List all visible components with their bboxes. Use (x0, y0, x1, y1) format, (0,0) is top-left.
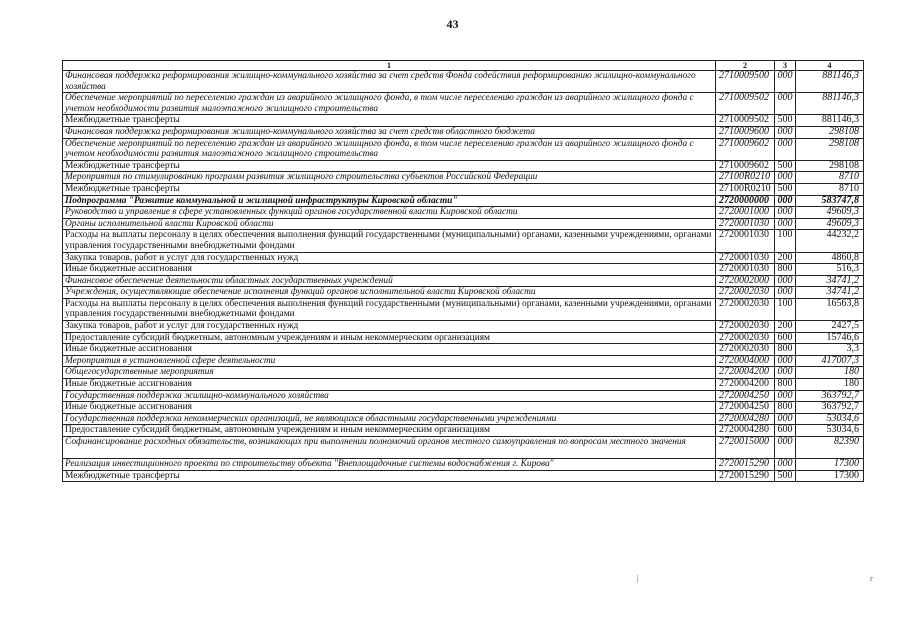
row-vr-cell: 500 (775, 183, 796, 195)
row-name-cell: Межбюджетные трансферты (63, 470, 716, 482)
row-sum-cell: 516,3 (796, 264, 864, 276)
row-code-cell: 2720015290 (716, 459, 775, 471)
row-name-cell: Мероприятия в установленной сфере деятельности (63, 355, 716, 367)
row-sum-cell: 34741,2 (796, 287, 864, 299)
row-name-cell: Подпрограмма "Развитие коммунальной и жилищной инфраструктуры Кировской области" (63, 195, 716, 207)
row-code-cell: 2720001030 (716, 230, 775, 252)
row-vr-cell: 000 (775, 390, 796, 402)
row-vr-cell: 600 (775, 425, 796, 437)
row-name-cell: Общегосударственные мероприятия (63, 367, 716, 379)
row-vr-cell: 500 (775, 115, 796, 127)
row-sum-cell: 363792,7 (796, 402, 864, 414)
row-name-cell: Предоставление субсидий бюджетным, автономным учреждениям и иным некоммерческим организациям (63, 425, 716, 437)
row-sum-cell: 363792,7 (796, 390, 864, 402)
row-vr-cell: 000 (775, 355, 796, 367)
row-code-cell: 2720004200 (716, 367, 775, 379)
row-sum-cell: 82390 (796, 437, 864, 459)
row-sum-cell: 8710 (796, 183, 864, 195)
row-vr-cell: 000 (775, 172, 796, 184)
column-header-vr: 3 (775, 61, 796, 71)
row-sum-cell: 881146,3 (796, 71, 864, 93)
row-vr-cell: 000 (775, 138, 796, 160)
row-sum-cell: 15746,6 (796, 332, 864, 344)
row-name-cell: Софинансирование расходных обязательств, возникающих при выполнении полномочий органов местного самоуправления по вопросам местного значения (63, 437, 716, 459)
row-code-cell: 2720000000 (716, 195, 775, 207)
row-name-cell: Руководство и управление в сфере установленных функций органов государственной власти Кировской области (63, 207, 716, 219)
row-sum-cell: 17300 (796, 470, 864, 482)
table-row (63, 437, 864, 459)
scan-mark: | (637, 574, 639, 583)
row-code-cell: 2710009602 (716, 160, 775, 172)
table-row (63, 344, 864, 356)
row-vr-cell: 800 (775, 402, 796, 414)
scan-mark: г (870, 574, 874, 583)
row-name-cell: Предоставление субсидий бюджетным, автономным учреждениям и иным некоммерческим организациям (63, 332, 716, 344)
table-row (63, 367, 864, 379)
column-header-sum: 4 (796, 61, 864, 71)
row-code-cell: 2710009602 (716, 138, 775, 160)
row-name-cell: Обеспечение мероприятий по переселению граждан из аварийного жилищного фонда, в том числе переселению граждан из аварийного жилищного фонда с учетом необходимости развития малоэтажного жилищного строительства (63, 138, 716, 160)
row-name-cell: Учреждения, осуществляющие обеспечение исполнения функций органов исполнительной власти Кировской области (63, 287, 716, 299)
row-code-cell: 2720002030 (716, 298, 775, 320)
table-row (63, 230, 864, 252)
table-row (63, 126, 864, 138)
row-name-cell: Иные бюджетные ассигнования (63, 402, 716, 414)
row-sum-cell: 881146,3 (796, 93, 864, 115)
table-row (63, 195, 864, 207)
row-vr-cell: 500 (775, 470, 796, 482)
row-code-cell: 2720002000 (716, 275, 775, 287)
row-name-cell: Межбюджетные трансферты (63, 183, 716, 195)
row-vr-cell: 000 (775, 413, 796, 425)
table-row (63, 413, 864, 425)
table-row (63, 160, 864, 172)
table-row (63, 355, 864, 367)
row-code-cell: 2710009500 (716, 71, 775, 93)
table-row (63, 287, 864, 299)
row-vr-cell: 200 (775, 321, 796, 333)
row-code-cell: 2710009600 (716, 126, 775, 138)
row-sum-cell: 3,3 (796, 344, 864, 356)
row-code-cell: 2720015290 (716, 470, 775, 482)
row-name-cell: Расходы на выплаты персоналу в целях обеспечения выполнения функций государственными (муниципальными) органами, казенными учреждениями, органами управления государственными внебюджетными фондами (63, 298, 716, 320)
row-code-cell: 2720004250 (716, 390, 775, 402)
row-vr-cell: 000 (775, 71, 796, 93)
table-row (63, 379, 864, 391)
row-vr-cell: 000 (775, 195, 796, 207)
row-vr-cell: 000 (775, 287, 796, 299)
row-name-cell: Финансовое обеспечение деятельности областных государственных учреждений (63, 275, 716, 287)
table-row (63, 252, 864, 264)
column-header-row (63, 61, 864, 71)
row-vr-cell: 100 (775, 230, 796, 252)
row-code-cell: 2720001030 (716, 252, 775, 264)
row-name-cell: Органы исполнительной власти Кировской области (63, 218, 716, 230)
row-name-cell: Государственная поддержка некоммерческих организаций, не являющихся областными государственными учреждениями (63, 413, 716, 425)
row-name-cell: Мероприятия по стимулированию программ развития жилищного строительства субъектов Российской Федерации (63, 172, 716, 184)
row-code-cell: 27100R0210 (716, 172, 775, 184)
row-name-cell: Иные бюджетные ассигнования (63, 379, 716, 391)
row-name-cell: Государственная поддержка жилищно-коммунального хозяйства (63, 390, 716, 402)
table-row (63, 115, 864, 127)
row-sum-cell: 17300 (796, 459, 864, 471)
table-row (63, 218, 864, 230)
row-code-cell: 2720002030 (716, 332, 775, 344)
row-sum-cell: 881146,3 (796, 115, 864, 127)
row-vr-cell: 000 (775, 367, 796, 379)
row-sum-cell: 298108 (796, 138, 864, 160)
row-code-cell: 2720001030 (716, 264, 775, 276)
table-row (63, 390, 864, 402)
row-vr-cell: 000 (775, 218, 796, 230)
row-code-cell: 2720015000 (716, 437, 775, 459)
row-code-cell: 2720004200 (716, 379, 775, 391)
row-sum-cell: 44232,2 (796, 230, 864, 252)
budget-table (62, 60, 864, 482)
table-row (63, 332, 864, 344)
table-row (63, 459, 864, 471)
row-sum-cell: 53034,6 (796, 413, 864, 425)
row-vr-cell: 100 (775, 298, 796, 320)
row-sum-cell: 53034,6 (796, 425, 864, 437)
table-row (63, 402, 864, 414)
row-code-cell: 2720004280 (716, 425, 775, 437)
row-vr-cell: 000 (775, 459, 796, 471)
row-sum-cell: 8710 (796, 172, 864, 184)
row-sum-cell: 298108 (796, 126, 864, 138)
table-row (63, 275, 864, 287)
row-vr-cell: 000 (775, 93, 796, 115)
row-sum-cell: 180 (796, 379, 864, 391)
table-row (63, 138, 864, 160)
row-sum-cell: 34741,2 (796, 275, 864, 287)
row-sum-cell: 4860,8 (796, 252, 864, 264)
row-name-cell: Закупка товаров, работ и услуг для государственных нужд (63, 252, 716, 264)
row-vr-cell: 000 (775, 126, 796, 138)
row-code-cell: 2720002030 (716, 344, 775, 356)
row-name-cell: Иные бюджетные ассигнования (63, 344, 716, 356)
row-code-cell: 2720004000 (716, 355, 775, 367)
table-row (63, 71, 864, 93)
row-vr-cell: 500 (775, 160, 796, 172)
row-vr-cell: 000 (775, 207, 796, 219)
row-name-cell: Финансовая поддержка реформирования жилищно-коммунального хозяйства за счет средств Фонда содействия реформированию жилищно-коммунального хозяйства (63, 71, 716, 93)
row-name-cell: Реализация инвестиционного проекта по строительству объекта "Внеплощадочные системы водоснабжения г. Кирова" (63, 459, 716, 471)
table-row (63, 93, 864, 115)
row-sum-cell: 49609,3 (796, 207, 864, 219)
row-code-cell: 2720004280 (716, 413, 775, 425)
row-code-cell: 2710009502 (716, 93, 775, 115)
row-code-cell: 2720002030 (716, 321, 775, 333)
row-code-cell: 27100R0210 (716, 183, 775, 195)
row-vr-cell: 200 (775, 252, 796, 264)
row-vr-cell: 000 (775, 437, 796, 459)
row-name-cell: Финансовая поддержка реформирования жилищно-коммунального хозяйства за счет средств областного бюджета (63, 126, 716, 138)
row-name-cell: Межбюджетные трансферты (63, 160, 716, 172)
column-header-code: 2 (716, 61, 775, 71)
row-code-cell: 2720002030 (716, 287, 775, 299)
table-row (63, 298, 864, 320)
row-name-cell: Межбюджетные трансферты (63, 115, 716, 127)
table-row (63, 321, 864, 333)
row-sum-cell: 2427,5 (796, 321, 864, 333)
table-row (63, 172, 864, 184)
row-name-cell: Расходы на выплаты персоналу в целях обеспечения выполнения функций государственными (муниципальными) органами, казенными учреждениями, органами управления государственными внебюджетными фондами (63, 230, 716, 252)
row-name-cell: Иные бюджетные ассигнования (63, 264, 716, 276)
row-code-cell: 2720001000 (716, 207, 775, 219)
row-vr-cell: 800 (775, 344, 796, 356)
row-code-cell: 2710009502 (716, 115, 775, 127)
row-sum-cell: 49609,3 (796, 218, 864, 230)
row-vr-cell: 800 (775, 379, 796, 391)
row-code-cell: 2720004250 (716, 402, 775, 414)
table-row (63, 470, 864, 482)
row-name-cell: Обеспечение мероприятий по переселению граждан из аварийного жилищного фонда, в том числе переселению граждан из аварийного жилищного фонда с учетом необходимости развития малоэтажного жилищного строительства (63, 93, 716, 115)
table-row (63, 425, 864, 437)
row-vr-cell: 800 (775, 264, 796, 276)
row-vr-cell: 600 (775, 332, 796, 344)
table-row (63, 207, 864, 219)
row-code-cell: 2720001030 (716, 218, 775, 230)
row-vr-cell: 000 (775, 275, 796, 287)
row-sum-cell: 298108 (796, 160, 864, 172)
row-name-cell: Закупка товаров, работ и услуг для государственных нужд (63, 321, 716, 333)
column-header-name: 1 (63, 61, 716, 71)
row-sum-cell: 583747,8 (796, 195, 864, 207)
row-sum-cell: 16563,8 (796, 298, 864, 320)
row-sum-cell: 417007,3 (796, 355, 864, 367)
table-row (63, 183, 864, 195)
row-sum-cell: 180 (796, 367, 864, 379)
table-row (63, 264, 864, 276)
page-number: 43 (446, 17, 459, 31)
